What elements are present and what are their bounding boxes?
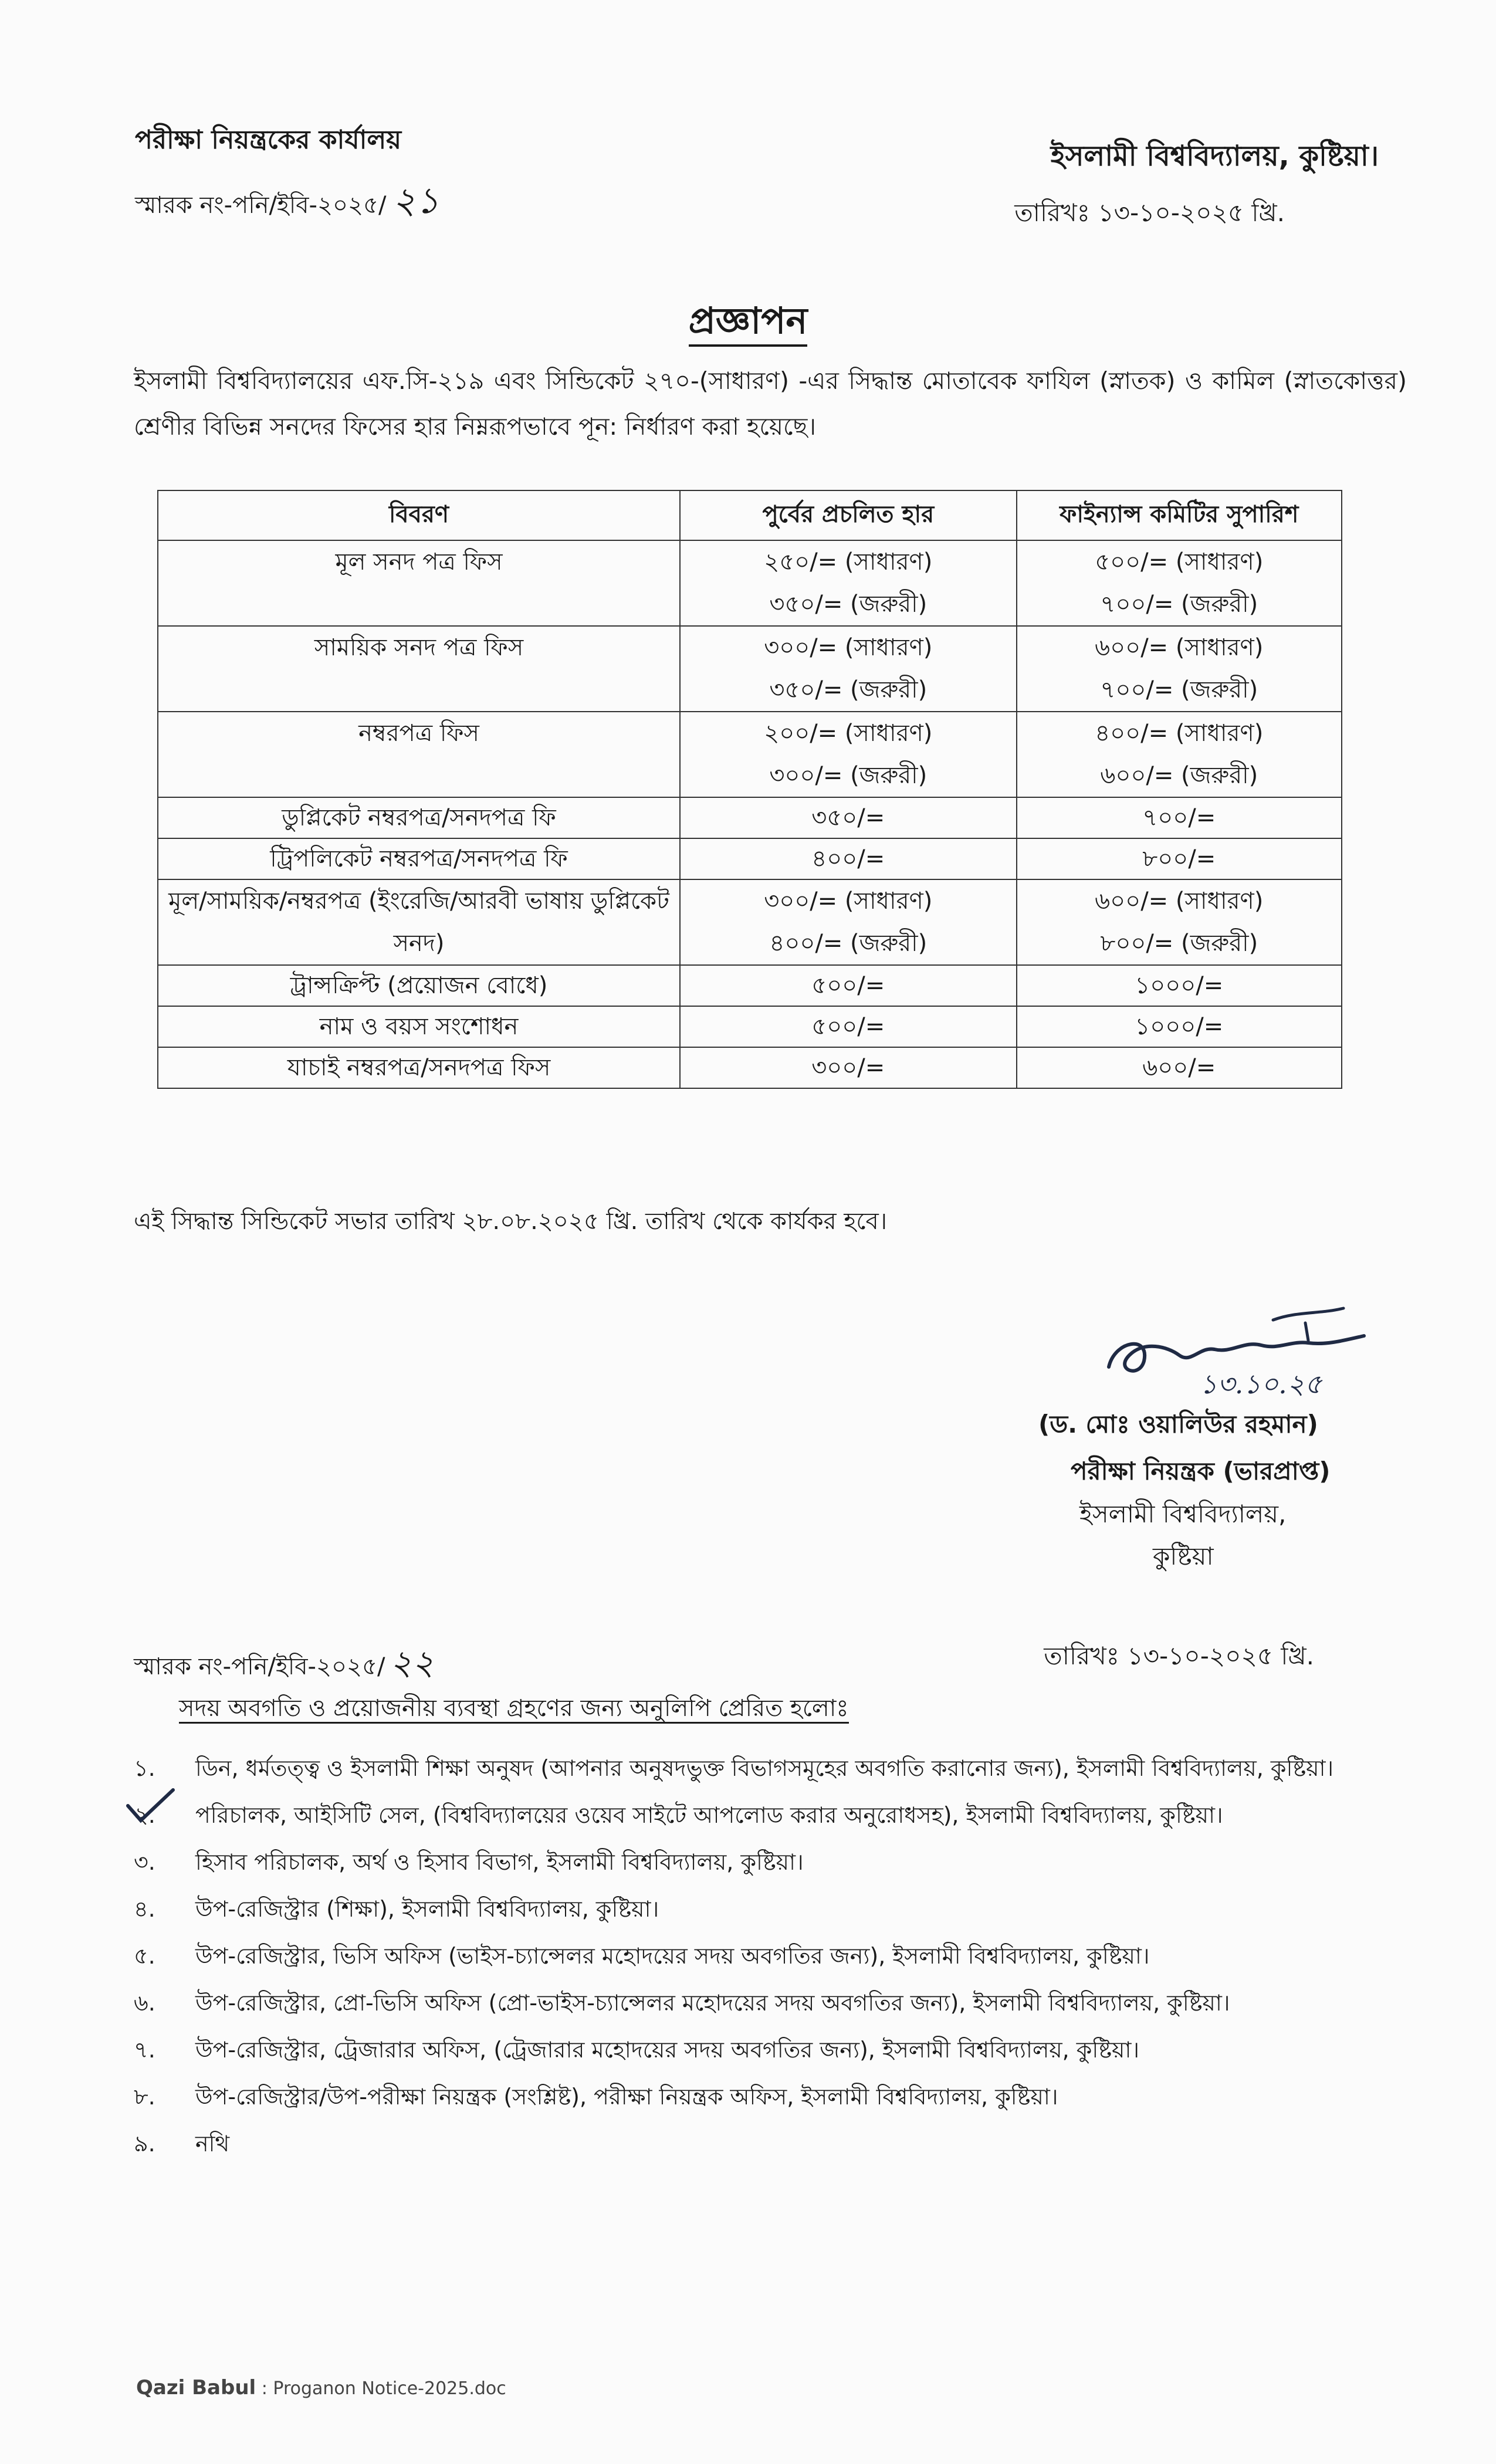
fee-table-body xyxy=(158,540,1342,1088)
fee-table xyxy=(157,490,1342,1089)
distribution-item xyxy=(134,1751,1333,1798)
distribution-list xyxy=(134,1751,1333,2174)
copy-heading xyxy=(179,1690,849,1729)
copy-memo-date: তারিখঃ ১৩-১০-২০২৫ খ্রি. xyxy=(1044,1641,1314,1670)
signature xyxy=(1097,1299,1379,1402)
recommended-rate-value: ৭০০/= (জরুরী) xyxy=(1100,591,1258,618)
previous-rate-value: ৩৫০/= xyxy=(811,804,885,831)
previous-rate-cell xyxy=(680,879,1016,965)
previous-rate-value: ৪০০/= xyxy=(811,845,885,872)
recommended-rate-value: ৮০০/= (জরুরী) xyxy=(1100,930,1258,957)
distribution-item-number: ৫. xyxy=(134,1943,155,1969)
distribution-item xyxy=(134,1845,1333,1892)
effective-date-text: এই সিদ্ধান্ত সিন্ডিকেট সভার তারিখ ২৮.০৮.২০২৫ খ্রি. তারিখ থেকে কার্যকর হবে। xyxy=(134,1208,888,1235)
distribution-item-text: হিসাব পরিচালক, অর্থ ও হিসাব বিভাগ, ইসলামী বিশ্ববিদ্যালয়, কুষ্টিয়া। xyxy=(195,1849,804,1875)
copy-heading-text: সদয় অবগতি ও প্রয়োজনীয় ব্যবস্থা গ্রহণের জন্য অনুলিপি প্রেরিত হলোঃ xyxy=(179,1695,849,1724)
previous-rate-cell xyxy=(680,1006,1016,1047)
recommended-rate-value: ৬০০/= xyxy=(1142,1054,1216,1081)
header-description: বিবরণ xyxy=(158,490,680,540)
previous-rate-cell xyxy=(680,712,1016,797)
fee-row xyxy=(158,626,1342,712)
fee-description: মূল/সাময়িক/নম্বরপত্র (ইংরেজি/আরবী ভাষায় ডুপ্লিকেট সনদ) xyxy=(158,879,680,965)
recommended-rate-value: ৬০০/= (সাধারণ) xyxy=(1095,634,1264,661)
distribution-item xyxy=(134,2127,1333,2174)
recommended-rate-cell xyxy=(1017,879,1342,965)
recommended-rate-value: ৬০০/= (জরুরী) xyxy=(1100,762,1258,789)
copy-memo-reference xyxy=(134,1637,434,1694)
recommended-rate-cell xyxy=(1017,626,1342,712)
fee-description: যাচাই নম্বরপত্র/সনদপত্র ফিস xyxy=(158,1047,680,1088)
recommended-rate-value: ১০০০/= xyxy=(1135,1013,1224,1040)
previous-rate-cell xyxy=(680,1047,1016,1088)
notice-title xyxy=(0,293,1496,354)
distribution-item xyxy=(134,1798,1333,1845)
previous-rate-cell xyxy=(680,797,1016,838)
recommended-rate-value: ৬০০/= (সাধারণ) xyxy=(1095,888,1264,915)
signatory-city: কুষ্টিয়া xyxy=(1153,1542,1214,1571)
fee-row xyxy=(158,838,1342,879)
previous-rate-value: ৩০০/= (সাধারণ) xyxy=(764,888,933,915)
previous-rate-value: ২৫০/= (সাধারণ) xyxy=(764,549,933,576)
distribution-item-text: উপ-রেজিস্ট্রার/উপ-পরীক্ষা নিয়ন্ত্রক (সংশ্লিষ্ট), পরীক্ষা নিয়ন্ত্রক অফিস, ইসলামী বিশ্ববিদ্যালয়, কুষ্টিয়া। xyxy=(195,2084,1058,2110)
signatory-name: (ড. মোঃ ওয়ালিউর রহমান) xyxy=(1038,1410,1318,1439)
handwritten-signature xyxy=(1097,1299,1379,1399)
distribution-item xyxy=(134,1939,1333,1986)
previous-rate-value: ৩৫০/= (জরুরী) xyxy=(769,676,928,703)
signature-date: ১৩.১০.২৫ xyxy=(1200,1368,1322,1399)
fee-description: ট্রান্সক্রিপ্ট (প্রয়োজন বোধে) xyxy=(158,965,680,1006)
recommended-rate-value: ৫০০/= (সাধারণ) xyxy=(1095,549,1264,576)
fee-row xyxy=(158,1006,1342,1047)
distribution-item-text: উপ-রেজিস্ট্রার (শিক্ষা), ইসলামী বিশ্ববিদ্যালয়, কুষ্টিয়া। xyxy=(195,1896,659,1922)
university-name: ইসলামী বিশ্ববিদ্যালয়, কুষ্টিয়া। xyxy=(1050,140,1379,172)
previous-rate-cell xyxy=(680,540,1016,626)
recommended-rate-cell xyxy=(1017,797,1342,838)
recommended-rate-value: ৭০০/= xyxy=(1142,804,1216,831)
footer-author: Qazi Babul xyxy=(136,2376,256,2399)
distribution-item-number: ২. xyxy=(134,1802,155,1828)
distribution-item-number: ৭. xyxy=(134,2037,155,2063)
fee-table-header xyxy=(158,490,1342,540)
distribution-item-number: ৬. xyxy=(134,1990,155,2016)
fee-row xyxy=(158,879,1342,965)
recommended-rate-value: ৪০০/= (সাধারণ) xyxy=(1095,720,1264,747)
recommended-rate-value: ৮০০/= xyxy=(1142,845,1216,872)
fee-description: ট্রিপলিকেট নম্বরপত্র/সনদপত্র ফি xyxy=(158,838,680,879)
distribution-item-number: ৮. xyxy=(134,2084,155,2110)
fee-description: নাম ও বয়স সংশোধন xyxy=(158,1006,680,1047)
distribution-item-number: ১. xyxy=(134,1755,155,1781)
document-footer xyxy=(136,2376,506,2399)
memo-prefix: স্মারক নং-পনি/ইবি-২০২৫/ xyxy=(135,192,387,219)
previous-rate-cell xyxy=(680,626,1016,712)
recommended-rate-cell xyxy=(1017,965,1342,1006)
previous-rate-value: ৩০০/= xyxy=(811,1054,885,1081)
notice-title-text: প্রজ্ঞাপন xyxy=(689,299,808,347)
previous-rate-value: ৫০০/= xyxy=(811,972,885,999)
distribution-item-text: উপ-রেজিস্ট্রার, ভিসি অফিস (ভাইস-চ্যান্সেলর মহোদয়ের সদয় অবগতির জন্য), ইসলামী বিশ্ববিদ্যালয়, কুষ্টিয়া। xyxy=(195,1943,1150,1969)
fee-row xyxy=(158,1047,1342,1088)
distribution-item xyxy=(134,2080,1333,2127)
previous-rate-value: ৩০০/= (জরুরী) xyxy=(769,762,928,789)
fee-description: ডুপ্লিকেট নম্বরপত্র/সনদপত্র ফি xyxy=(158,797,680,838)
distribution-item xyxy=(134,1892,1333,1939)
recommended-rate-cell xyxy=(1017,712,1342,797)
fee-description: মূল সনদ পত্র ফিস xyxy=(158,540,680,626)
distribution-item-text: উপ-রেজিস্ট্রার, প্রো-ভিসি অফিস (প্রো-ভাইস-চ্যান্সেলর মহোদয়ের সদয় অবগতির জন্য), ইসলামী বিশ্ববিদ্যালয়, কুষ্টিয়া। xyxy=(195,1990,1230,2016)
header-recommended-rate: ফাইন্যান্স কমিটির সুপারিশ xyxy=(1017,490,1342,540)
recommended-rate-cell xyxy=(1017,1047,1342,1088)
fee-description: নম্বরপত্র ফিস xyxy=(158,712,680,797)
distribution-item-text: পরিচালক, আইসিটি সেল, (বিশ্ববিদ্যালয়ের ওয়েব সাইটে আপলোড করার অনুরোধসহ), ইসলামী বিশ্ববিদ্যালয়, কুষ্টিয়া। xyxy=(195,1802,1223,1828)
notice-date: তারিখঃ ১৩-১০-২০২৫ খ্রি. xyxy=(1014,198,1285,227)
distribution-item xyxy=(134,2033,1333,2080)
memo-reference xyxy=(135,173,439,233)
recommended-rate-cell xyxy=(1017,838,1342,879)
copy-memo-number: ২২ xyxy=(390,1643,434,1683)
signatory-university: ইসলামী বিশ্ববিদ্যালয়, xyxy=(1079,1500,1287,1528)
fee-row xyxy=(158,540,1342,626)
notice-intro: ইসলামী বিশ্ববিদ্যালয়ের এফ.সি-২১৯ এবং সিন্ডিকেট ২৭০-(সাধারণ) -এর সিদ্ধান্ত মোতাবেক ফাযিল (স্নাতক) ও কামিল (স্নাতকোত্তর) শ্রেণীর বিভিন্ন সনদের ফিসের হার নিম্নরূপভাবে পূন: নির্ধারণ করা হয়েছে। xyxy=(134,367,1407,441)
recommended-rate-value: ৭০০/= (জরুরী) xyxy=(1100,676,1258,703)
previous-rate-cell xyxy=(680,838,1016,879)
signatory-designation: পরীক্ষা নিয়ন্ত্রক (ভারপ্রাপ্ত) xyxy=(1071,1457,1331,1485)
previous-rate-value: ২০০/= (সাধারণ) xyxy=(764,720,933,747)
office-name: পরীক্ষা নিয়ন্ত্রকের কার্যালয় xyxy=(135,125,402,155)
distribution-item-number: ৪. xyxy=(134,1896,155,1922)
distribution-item-number: ৩. xyxy=(134,1849,155,1875)
distribution-item-text: উপ-রেজিস্ট্রার, ট্রেজারার অফিস, (ট্রেজারার মহোদয়ের সদয় অবগতির জন্য), ইসলামী বিশ্ববিদ্যালয়, কুষ্টিয়া। xyxy=(195,2037,1140,2063)
previous-rate-value: ৩০০/= (সাধারণ) xyxy=(764,634,933,661)
distribution-item-text: নথি xyxy=(195,2131,230,2157)
fee-description: সাময়িক সনদ পত্র ফিস xyxy=(158,626,680,712)
distribution-item xyxy=(134,1986,1333,2033)
recommended-rate-value: ১০০০/= xyxy=(1135,972,1224,999)
footer-filename: : Proganon Notice-2025.doc xyxy=(261,2378,506,2399)
previous-rate-value: ৩৫০/= (জরুরী) xyxy=(769,591,928,618)
recommended-rate-cell xyxy=(1017,1006,1342,1047)
previous-rate-cell xyxy=(680,965,1016,1006)
header-previous-rate: পুর্বের প্রচলিত হার xyxy=(680,490,1016,540)
previous-rate-value: ৫০০/= xyxy=(811,1013,885,1040)
fee-row xyxy=(158,797,1342,838)
copy-memo-prefix: স্মারক নং-পনি/ইবি-২০২৫/ xyxy=(134,1653,385,1680)
distribution-item-number: ৯. xyxy=(134,2131,155,2157)
recommended-rate-cell xyxy=(1017,540,1342,626)
memo-number: ২১ xyxy=(392,179,439,222)
check-mark-icon xyxy=(123,1785,176,1826)
distribution-item-text: ডিন, ধর্মতত্ত্ব ও ইসলামী শিক্ষা অনুষদ (আপনার অনুষদভুক্ত বিভাগসমূহের অবগতি করানোর জন্য), ইসলামী বিশ্ববিদ্যালয়, কুষ্টিয়া। xyxy=(195,1755,1334,1781)
fee-row xyxy=(158,712,1342,797)
fee-row xyxy=(158,965,1342,1006)
previous-rate-value: ৪০০/= (জরুরী) xyxy=(769,930,928,957)
